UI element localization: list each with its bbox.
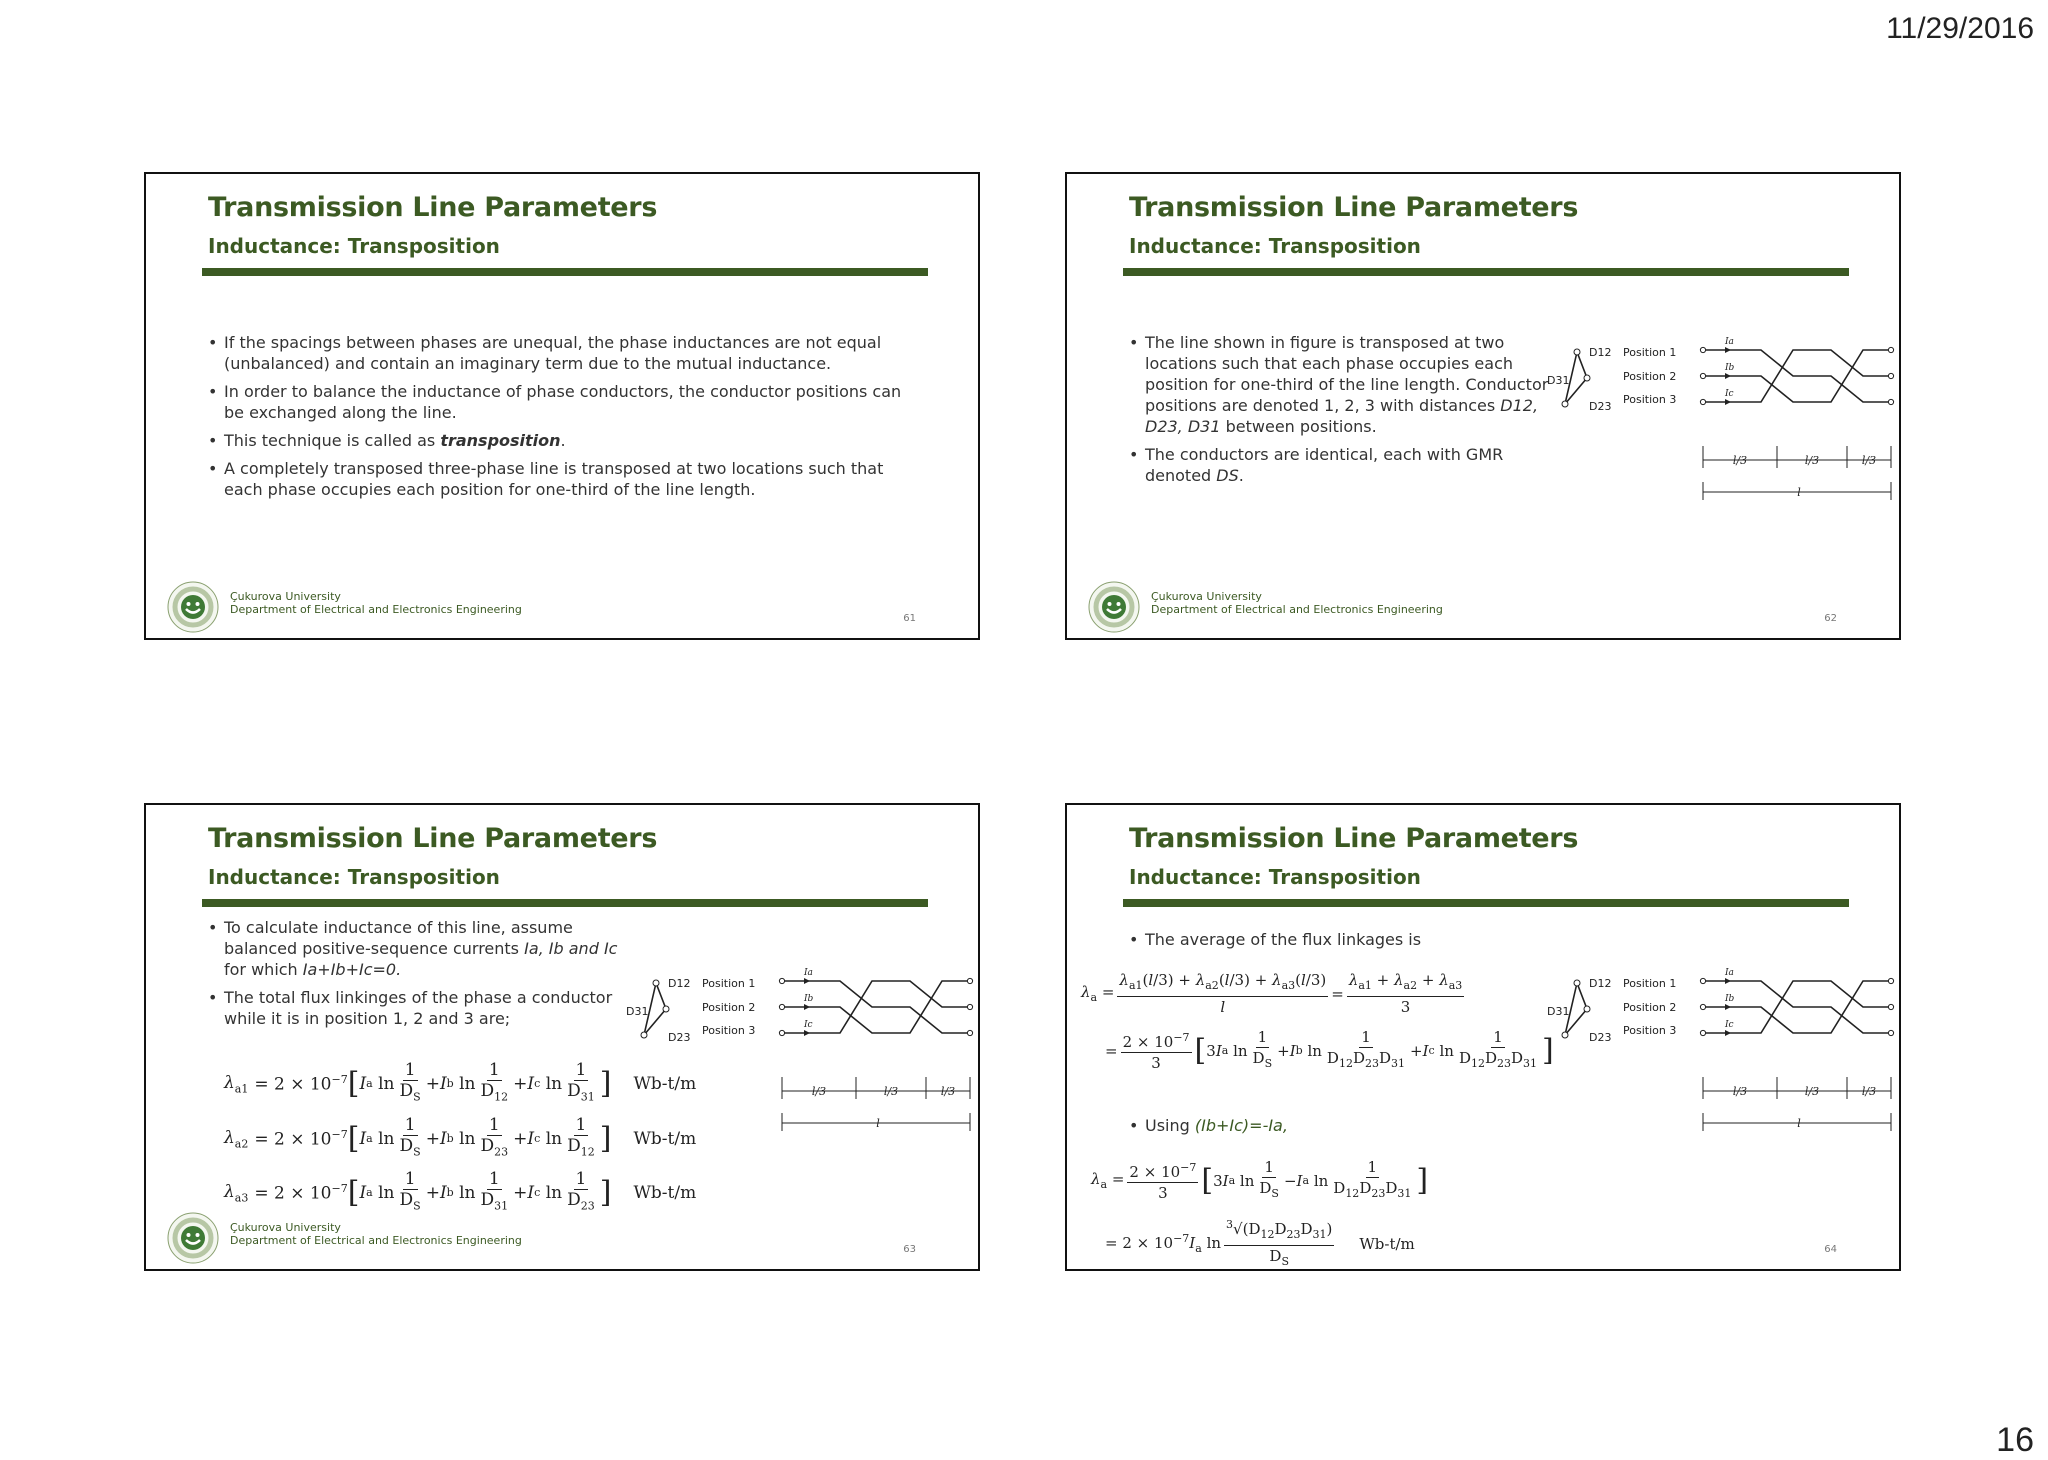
bullet-item: • The line shown in figure is transposed at two locations such that each phase occupies each position for one-third of the line length. Conductor positions are denoted 1, 2, 3 with distances D12, D23, D31 between positions. — [1129, 332, 1549, 437]
header-date: 11/29/2016 — [1886, 12, 2034, 45]
slide-title: Transmission Line Parameters — [208, 192, 658, 223]
emphasis-term: transposition — [440, 431, 561, 450]
slide-number: 62 — [1824, 613, 1837, 624]
conductor-terminal — [967, 978, 972, 983]
label-third-length: l/3 — [883, 1085, 899, 1098]
conductor-terminal — [779, 1004, 784, 1009]
label-third-length: l/3 — [1732, 1085, 1748, 1098]
equation-lambda-a1: $\lambda_{a1}$ = $2 \times 10^{-7}$ [ I a ln $\frac{1}{D_S}$ + I b ln $\frac{1}{D_{12}}$ + I c ln $\frac{1}{D_{31}}$ ] Wb-t/m — [224, 1060, 697, 1104]
conductor-terminal — [1700, 1030, 1705, 1035]
label-d31: D31 — [1547, 374, 1570, 387]
position-node — [1574, 349, 1580, 355]
title-rule — [1123, 268, 1849, 276]
university-logo-icon — [166, 580, 220, 634]
label-ia: Ia — [1725, 337, 1734, 347]
label-ic: Ic — [804, 1020, 813, 1030]
position-node — [1562, 401, 1568, 407]
university-logo-icon — [166, 1211, 220, 1265]
bullet-item: • This technique is called as transposition. — [208, 430, 918, 451]
position-node — [1562, 1032, 1568, 1038]
conductor-terminal — [1700, 978, 1705, 983]
label-d23: D23 — [1589, 400, 1612, 413]
footer-text — [230, 590, 522, 616]
slide-number: 63 — [903, 1244, 916, 1255]
current-arrow-icon — [804, 1030, 810, 1036]
label-third-length: l/3 — [1861, 454, 1877, 467]
slide-subtitle: Inductance: Transposition — [1129, 865, 1421, 889]
conductor-terminal — [779, 1030, 784, 1035]
conductor-terminal — [779, 978, 784, 983]
footer-text — [230, 1221, 522, 1247]
position-node — [1584, 375, 1590, 381]
page-number: 16 — [1996, 1421, 2034, 1459]
conductor-terminal — [1888, 1004, 1893, 1009]
bullet-list — [208, 917, 628, 1036]
label-total-length: l — [1797, 486, 1801, 499]
bullet-item: • In order to balance the inductance of phase conductors, the conductor positions can be exchanged along the line. — [208, 381, 918, 423]
transposition-diagram — [1547, 963, 1895, 1153]
slide-62 — [1065, 172, 1901, 640]
label-ib: Ib — [804, 994, 814, 1004]
slide-61 — [144, 172, 980, 640]
university-name: Çukurova University — [230, 1221, 341, 1234]
position-node — [1584, 1006, 1590, 1012]
position-node — [653, 980, 659, 986]
label-d12: D12 — [1589, 977, 1612, 990]
label-third-length: l/3 — [1861, 1085, 1877, 1098]
slide-number: 64 — [1824, 1244, 1837, 1255]
bullet-item: • Using (Ib+Ic)=-Ia, — [1129, 1115, 1549, 1136]
slide-subtitle: Inductance: Transposition — [208, 865, 500, 889]
bullet-item: • If the spacings between phases are unequal, the phase inductances are not equal (unbalanced) and contain an imaginary term due to the mutual inductance. — [208, 332, 918, 374]
slide-number: 61 — [903, 613, 916, 624]
conductor-terminal — [1700, 399, 1705, 404]
bullet-list — [208, 332, 918, 507]
position-node — [1574, 980, 1580, 986]
university-name: Çukurova University — [1151, 590, 1262, 603]
university-logo-icon — [1087, 580, 1141, 634]
slide-title: Transmission Line Parameters — [1129, 823, 1579, 854]
transposition-diagram — [1547, 332, 1895, 522]
conductor-terminal — [967, 1030, 972, 1035]
bullet-item: • The average of the flux linkages is — [1129, 929, 1549, 950]
bullet-list — [1129, 929, 1549, 957]
label-ia: Ia — [1725, 968, 1734, 978]
current-arrow-icon — [1725, 347, 1731, 353]
label-third-length: l/3 — [940, 1085, 956, 1098]
conductor-terminal — [1888, 347, 1893, 352]
slide-subtitle: Inductance: Transposition — [1129, 234, 1421, 258]
label-third-length: l/3 — [1732, 454, 1748, 467]
bullet-list-2 — [1129, 1115, 1549, 1143]
position-node — [641, 1032, 647, 1038]
label-position-1: Position 1 — [702, 977, 756, 990]
label-d23: D23 — [668, 1031, 691, 1044]
slide-64 — [1065, 803, 1901, 1271]
label-total-length: l — [876, 1117, 880, 1130]
label-position-2: Position 2 — [1623, 370, 1677, 383]
equation-lambda-a2: $\lambda_{a2}$ = $2 \times 10^{-7}$ [ I a ln $\frac{1}{D_S}$ + I b ln $\frac{1}{D_{23}}$ + I c ln $\frac{1}{D_{12}}$ ] Wb-t/m — [224, 1115, 697, 1159]
position-node — [663, 1006, 669, 1012]
label-position-3: Position 3 — [1623, 393, 1677, 406]
bullet-item: • The conductors are identical, each with GMR denoted DS. — [1129, 444, 1549, 486]
conductor-terminal — [967, 1004, 972, 1009]
label-position-3: Position 3 — [1623, 1024, 1677, 1037]
label-position-3: Position 3 — [702, 1024, 756, 1037]
title-rule — [202, 268, 928, 276]
title-rule — [202, 899, 928, 907]
bullet-list — [1129, 332, 1549, 493]
title-rule — [1123, 899, 1849, 907]
conductor-terminal — [1700, 1004, 1705, 1009]
equation-average-lambda: $\lambda_a$ = $\frac{\lambda_{a1}(l/3) + \lambda_{a2}(l/3) + \lambda_{a3}(l/3)}{l}$ = $\frac{\lambda_{a1} + \lambda_{a2} + \lambda_{a3}}{3}$ — [1081, 971, 1463, 1016]
bullet-item: • The total flux linkinges of the phase a conductor while it is in position 1, 2 and 3 are; — [208, 987, 628, 1029]
slide-title: Transmission Line Parameters — [1129, 192, 1579, 223]
equation-average-expanded: = $\frac{2 \times 10^{-7}}{3}$ [ 3 I a ln $\frac{1}{D_S}$ + I b ln $\frac{1}{D_{12}D_{23}D_{31}}$ + I c ln $\frac{1}{D_{12}D_{23}D_{31}}$ ] — [1105, 1028, 1554, 1072]
conductor-terminal — [1888, 1030, 1893, 1035]
label-position-1: Position 1 — [1623, 346, 1677, 359]
conductor-terminal — [1700, 347, 1705, 352]
label-d12: D12 — [668, 977, 691, 990]
equation-lambda-simplified: $\lambda_a$ = $\frac{2 \times 10^{-7}}{3}$ [ 3 I a ln $\frac{1}{D_S}$ − I a ln $\frac{1}{D_{12}D_{23}D_{31}}$ ] — [1091, 1158, 1429, 1202]
current-arrow-icon — [1725, 978, 1731, 984]
label-third-length: l/3 — [1804, 454, 1820, 467]
label-third-length: l/3 — [811, 1085, 827, 1098]
conductor-terminal — [1888, 399, 1893, 404]
label-ic: Ic — [1725, 1020, 1734, 1030]
equation-lambda-a3: $\lambda_{a3}$ = $2 \times 10^{-7}$ [ I a ln $\frac{1}{D_S}$ + I b ln $\frac{1}{D_{31}}$ + I c ln $\frac{1}{D_{23}}$ ] Wb-t/m — [224, 1169, 697, 1213]
label-third-length: l/3 — [1804, 1085, 1820, 1098]
department-name: Department of Electrical and Electronics Engineering — [1151, 603, 1443, 616]
label-ib: Ib — [1725, 363, 1735, 373]
label-d12: D12 — [1589, 346, 1612, 359]
university-name: Çukurova University — [230, 590, 341, 603]
current-arrow-icon — [1725, 399, 1731, 405]
footer-text — [1151, 590, 1443, 616]
current-arrow-icon — [1725, 1030, 1731, 1036]
label-position-1: Position 1 — [1623, 977, 1677, 990]
current-arrow-icon — [804, 1004, 810, 1010]
department-name: Department of Electrical and Electronics Engineering — [230, 1234, 522, 1247]
current-arrow-icon — [804, 978, 810, 984]
slide-subtitle: Inductance: Transposition — [208, 234, 500, 258]
department-name: Department of Electrical and Electronics Engineering — [230, 603, 522, 616]
bullet-item: • A completely transposed three-phase line is transposed at two locations such that each phase occupies each position for one-third of the line length. — [208, 458, 918, 500]
equation-lambda-final: = $2 \times 10^{-7}I_a$ ln $\frac{^3√(D_{12}D_{23}D_{31})}{D_S}$ Wb-t/m — [1105, 1215, 1415, 1272]
label-ia: Ia — [804, 968, 813, 978]
label-d31: D31 — [626, 1005, 649, 1018]
conductor-terminal — [1888, 373, 1893, 378]
conductor-terminal — [1888, 978, 1893, 983]
conductor-terminal — [1700, 373, 1705, 378]
label-d23: D23 — [1589, 1031, 1612, 1044]
label-ic: Ic — [1725, 389, 1734, 399]
bullet-item: • To calculate inductance of this line, assume balanced positive-sequence currents Ia, Ib and Ic for which Ia+Ib+Ic=0. — [208, 917, 628, 980]
label-d31: D31 — [1547, 1005, 1570, 1018]
label-position-2: Position 2 — [1623, 1001, 1677, 1014]
slide-63 — [144, 803, 980, 1271]
current-arrow-icon — [1725, 373, 1731, 379]
current-arrow-icon — [1725, 1004, 1731, 1010]
label-total-length: l — [1797, 1117, 1801, 1130]
slide-title: Transmission Line Parameters — [208, 823, 658, 854]
label-position-2: Position 2 — [702, 1001, 756, 1014]
label-ib: Ib — [1725, 994, 1735, 1004]
